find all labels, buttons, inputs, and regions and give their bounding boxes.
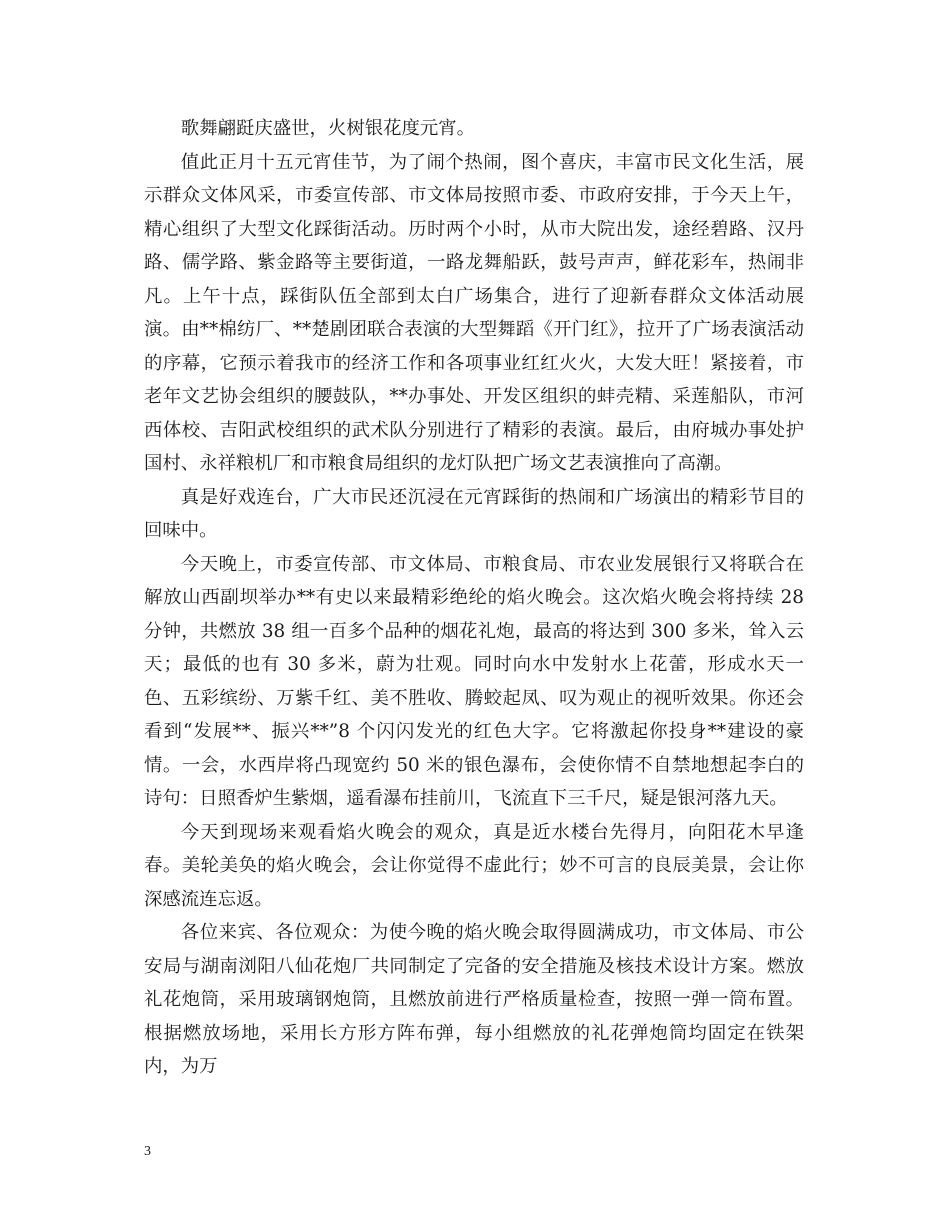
document-body [144, 112, 804, 1084]
paragraph-1: 歌舞翩跹庆盛世，火树银花度元宵。 [180, 118, 476, 139]
paragraph-5: 今天到现场来观看焰火晚会的观众，真是近水楼台先得月，向阳花木早逢春。美轮美奂的焰火晚会，会让你觉得不虚此行；妙不可言的良辰美景，会让你深感流连忘返。 [144, 821, 804, 910]
paragraph-2: 值此正月十五元宵佳节，为了闹个热闹，图个喜庆，丰富市民文化生活，展示群众文体风采，市委宣传部、市文体局按照市委、市政府安排，于今天上午，精心组织了大型文化踩街活动。历时两个小时，从市大院出发，途经碧路、汉丹路、儒学路、紫金路等主要街道，一路龙舞船跃，鼓号声声，鲜花彩车，热闹非凡。上午十点，踩街队伍全部到太白广场集合，进行了迎新春群众文体活动展演。由**棉纺厂、**楚剧团联合表演的大型舞蹈《开门红》，拉开了广场表演活动的序幕，它预示着我市的经济工作和各项事业红红火火，大发大旺！紧接着，市老年文艺协会组织的腰鼓队，**办事处、开发区组织的蚌壳精、采莲船队，市河西体校、吉阳武校组织的武术队分别进行了精彩的表演。最后，由府城办事处护国村、永祥粮机厂和市粮食局组织的龙灯队把广场文艺表演推向了高潮。 [144, 151, 804, 474]
paragraph-4: 今天晚上，市委宣传部、市文体局、市粮食局、市农业发展银行又将联合在解放山西副坝举办**有史以来最精彩绝纶的焰火晚会。这次焰火晚会将持续 28 分钟，共燃放 38 组一百多个品种的烟花礼炮，最高的将达到 300 多米，耸入云天；最低的也有 30 多米，蔚为壮观。同时向水中发射水上花蕾，形成水天一色、五彩缤纷、万紫千红、美不胜收、腾蛟起凤、叹为观止的视听效果。你还会看到“发展**、振兴**”8 个闪闪发光的红色大字。它将激起你投身**建设的豪情。一会，水西岸将凸现宽约 50 米的银色瀑布，会使你情不自禁地想起李白的诗句：日照香炉生紫烟，遥看瀑布挂前川，飞流直下三千尺，疑是银河落九天。 [144, 553, 804, 809]
page-number: 3 [144, 1144, 151, 1159]
paragraph-6: 各位来宾、各位观众：为使今晚的焰火晚会取得圆满成功，市文体局、市公安局与湖南浏阳八仙花炮厂共同制定了完备的安全措施及核技术设计方案。燃放礼花炮筒，采用玻璃钢炮筒，且燃放前进行严格质量检查，按照一弹一筒布置。根据燃放场地，采用长方形方阵布弹，每小组燃放的礼花弹炮筒均固定在铁架内，为万 [144, 922, 804, 1077]
paragraph-3: 真是好戏连台，广大市民还沉浸在元宵踩街的热闹和广场演出的精彩节目的回味中。 [144, 486, 804, 541]
